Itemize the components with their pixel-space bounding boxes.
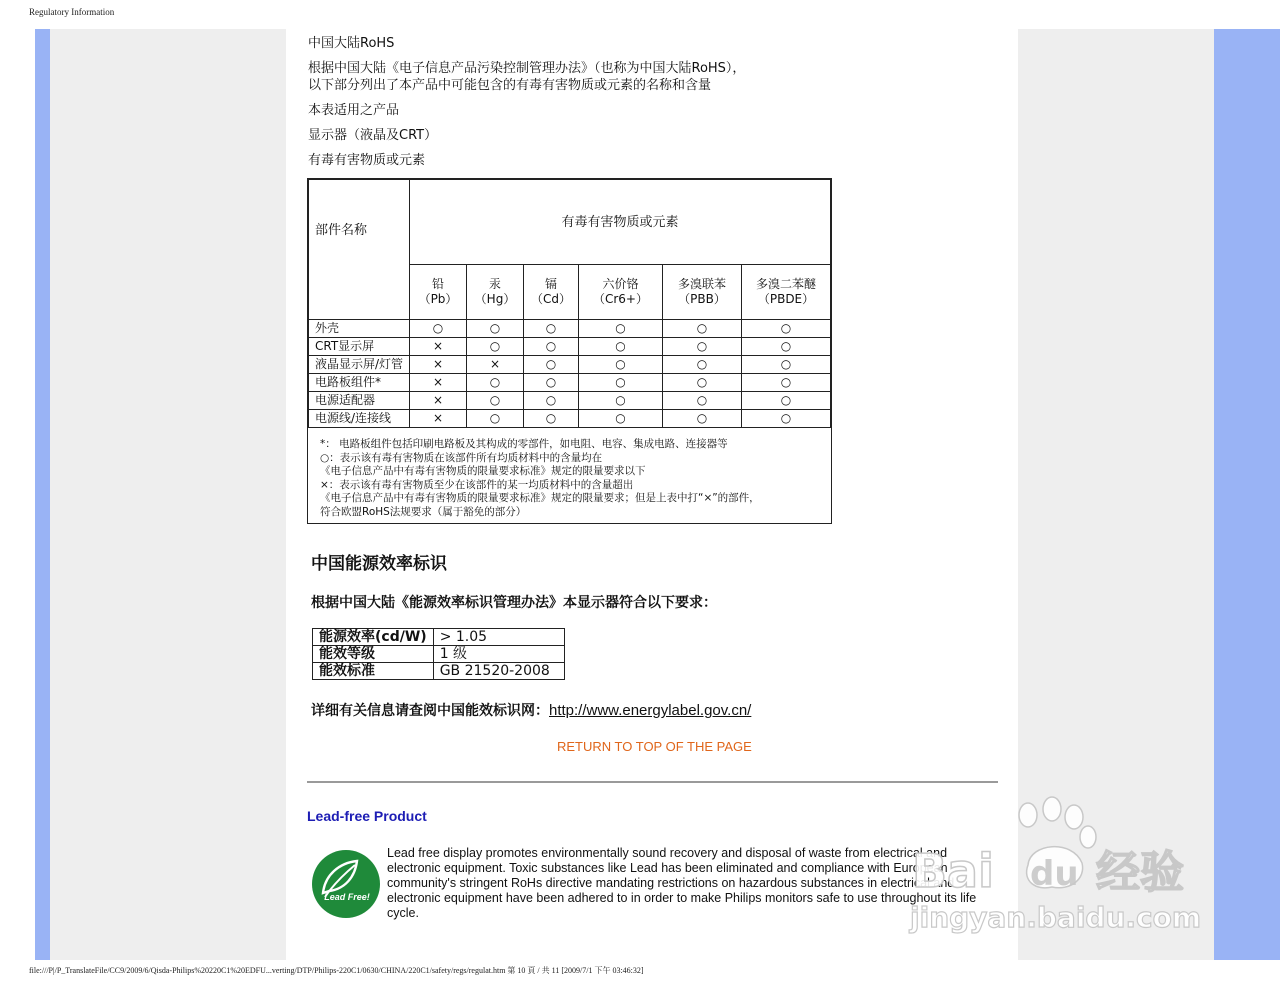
left-gray-panel: [50, 29, 286, 960]
toxic-header: 有毒有害物质或元素: [410, 180, 831, 265]
lead-free-title: Lead-free Product: [307, 808, 427, 824]
rohs-product: 显示器（液晶及CRT）: [308, 128, 438, 143]
table-row: 电源适配器 × ○ ○ ○ ○ ○: [309, 392, 831, 410]
lead-free-logo: [311, 849, 381, 919]
right-blue-stripe: [1214, 29, 1280, 960]
energylabel-link[interactable]: http://www.energylabel.gov.cn/: [549, 702, 752, 719]
baidu-watermark: [900, 795, 1210, 945]
table-row: 能效等级 1 级: [313, 646, 565, 663]
left-blue-stripe: [35, 29, 50, 960]
table-row: 能源效率(cd/W) > 1.05: [313, 629, 565, 646]
return-to-top-link[interactable]: RETURN TO TOP OF THE PAGE: [557, 739, 752, 754]
section-divider: [307, 781, 998, 783]
energy-statement: 根据中国大陆《能源效率标识管理办法》本显示器符合以下要求：: [311, 595, 717, 611]
rohs-intro-line2: 以下部分列出了本产品中可能包含的有毒有害物质或元素的名称和含量: [308, 78, 712, 93]
print-footer: file:///P|/P_TranslateFile/CC9/2009/6/Qisda-Philips%20220C1%20EDFU...verting/DTP/Philips-220C1/0630/CHINA/220C1/safety/regs/regulat.htm 第 10 頁 / 共 11 [2009/7/1 下午 03:46:32]: [29, 966, 644, 975]
lead-free-description: Lead free display promotes environmentally sound recovery and disposal of waste from electrical and electronic equipment. Toxic substances like Lead has been eliminated and compliance with European community's stringent RoHs directive mandating restrictions on hazardous substances in electrical and electronic equipment have been adhered to in order to make Philips monitors safe to use throughout its life cycle.: [387, 846, 977, 920]
energy-detail: [311, 700, 751, 720]
rohs-applicable-label: 本表适用之产品: [308, 103, 400, 118]
watermark-cn: 经验: [1096, 847, 1184, 898]
rohs-substances-label: 有毒有害物质或元素: [308, 153, 426, 168]
element-header: 镉 （Cd）: [524, 265, 579, 320]
element-header: 多溴二苯醚 （PBDE）: [742, 265, 831, 320]
table-row: CRT显示屏 × ○ ○ ○ ○ ○: [309, 338, 831, 356]
table-row: 电路板组件* × ○ ○ ○ ○ ○: [309, 374, 831, 392]
rohs-title: 中国大陆RoHS: [308, 36, 395, 51]
rohs-intro-line1: 根据中国大陆《电子信息产品污染控制管理办法》（也称为中国大陆RoHS），: [308, 61, 746, 76]
table-row: 电源线/连接线 × ○ ○ ○ ○ ○: [309, 410, 831, 428]
watermark-url: jingyan.baidu.com: [910, 901, 1202, 934]
element-header: 六价铬 （Cr6+）: [579, 265, 663, 320]
element-header: 汞 （Hg）: [467, 265, 524, 320]
element-header: 多溴联苯 （PBB）: [663, 265, 742, 320]
table-row: 液晶显示屏/灯管 × × ○ ○ ○ ○: [309, 356, 831, 374]
energy-title: 中国能源效率标识: [311, 554, 447, 574]
watermark-brand2: du: [1030, 854, 1079, 894]
rohs-table: [308, 179, 831, 428]
energy-table: [312, 628, 565, 680]
print-header: Regulatory Information: [29, 7, 115, 17]
rohs-notes: *： 电路板组件包括印刷电路板及其构成的零部件，如电阻、电容、集成电路、连接器等 ○：表示该有毒有害物质在该部件所有均质材料中的含量均在 《电子信息产品中有毒有害物质的限量要求标准》规定的限量要求以下 ×：表示该有毒有害物质至少在该部件的某一均质材料中的含量超出 《电子信息产品中有毒有害物质的限量要求标准》规定的限量要求；但是上表中打“×”的部件， 符合欧盟RoHS法规要求（属于豁免的部分）: [320, 438, 760, 518]
part-header: 部件名称: [309, 180, 410, 320]
element-header: 铅 （Pb）: [410, 265, 467, 320]
energy-detail-prefix: 详细有关信息请查阅中国能效标识网：: [311, 703, 549, 719]
watermark-brand: Bai: [912, 844, 994, 898]
lead-free-logo-text: Lead Free!: [324, 892, 370, 902]
rohs-table-box: [307, 178, 832, 524]
table-row: 能效标准 GB 21520-2008: [313, 663, 565, 680]
table-row: 外壳 ○ ○ ○ ○ ○ ○: [309, 320, 831, 338]
